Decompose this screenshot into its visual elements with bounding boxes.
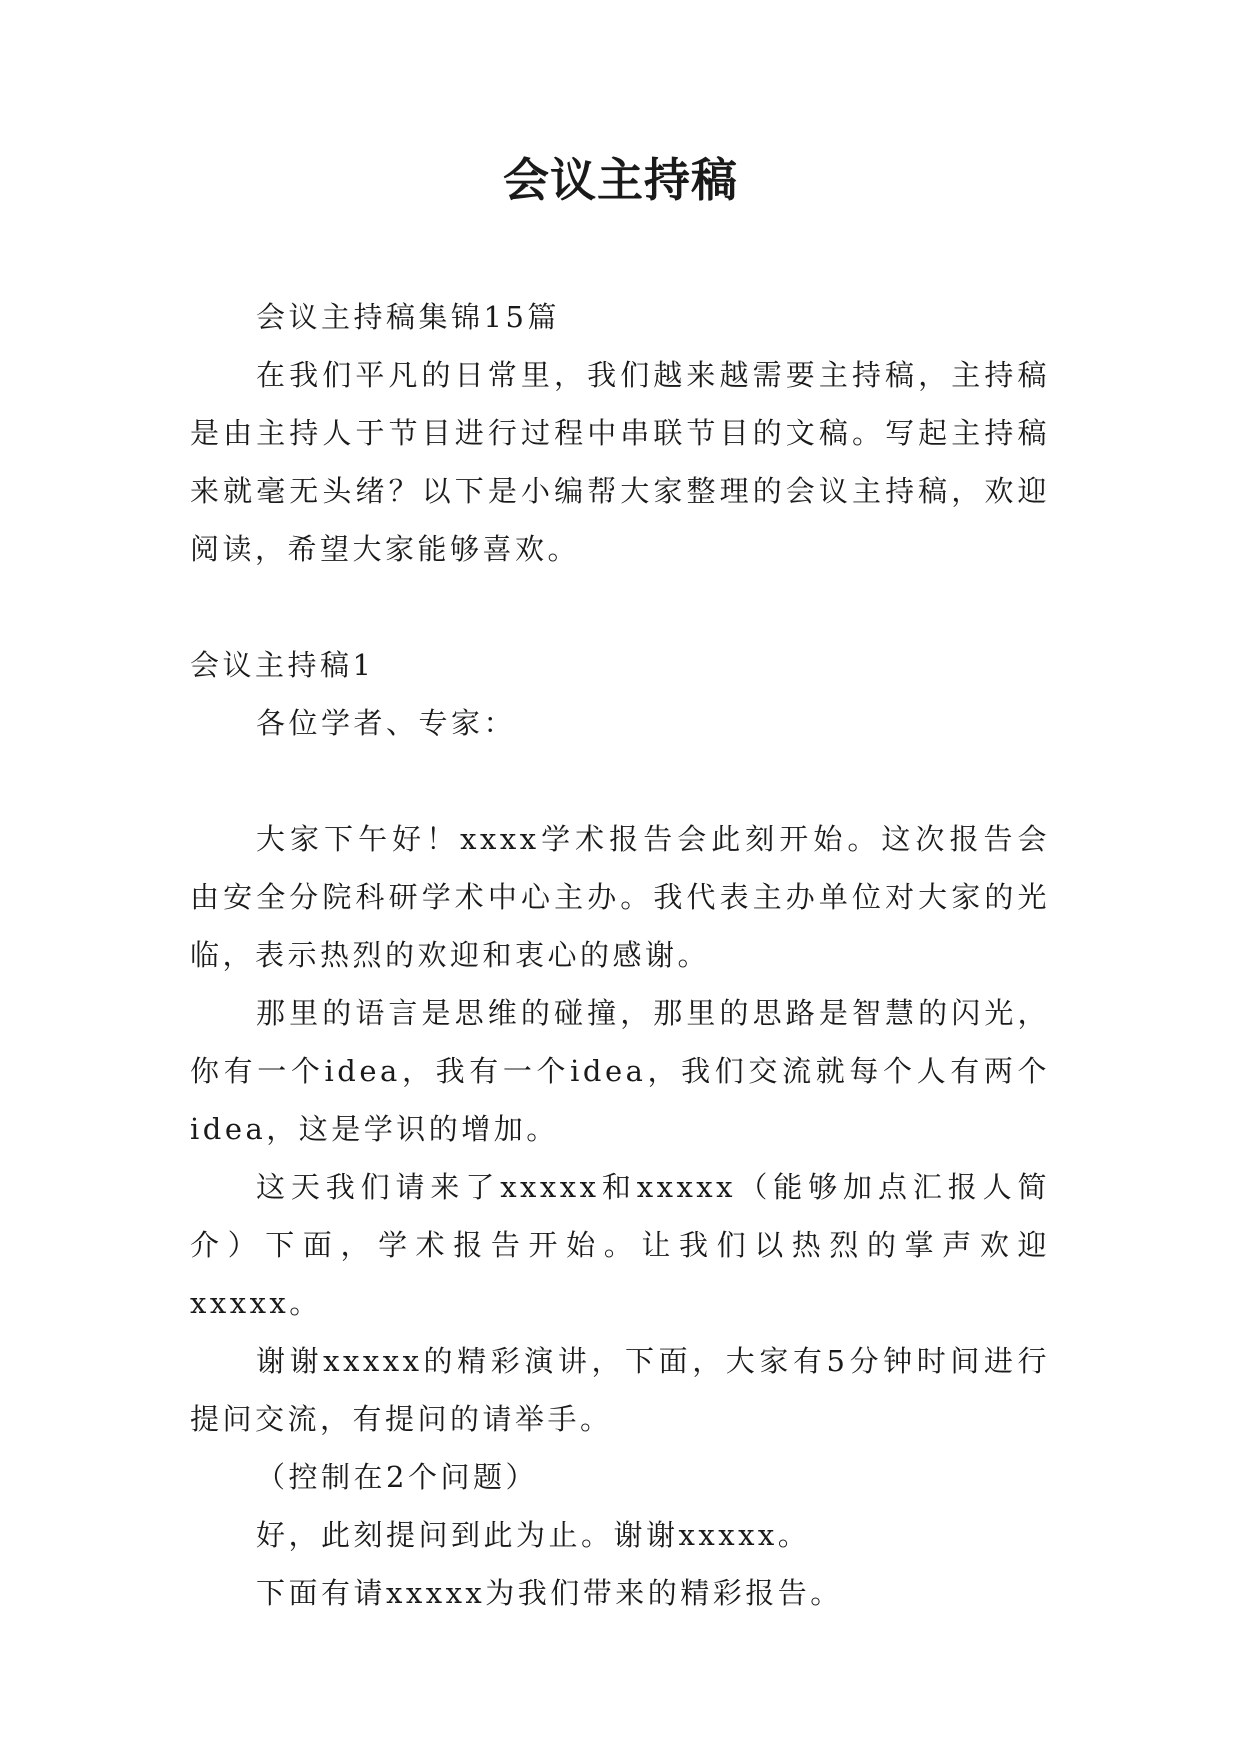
body-paragraph-4: 谢谢xxxxx的精彩演讲，下面，大家有5分钟时间进行提问交流，有提问的请举手。 bbox=[190, 1344, 1050, 1436]
section-heading: 会议主持稿1 bbox=[190, 648, 375, 682]
document-body bbox=[190, 288, 1050, 1622]
collection-title: 会议主持稿集锦15篇 bbox=[256, 300, 560, 334]
body-paragraph-7: 下面有请xxxxx为我们带来的精彩报告。 bbox=[256, 1576, 843, 1610]
salutation: 各位学者、专家： bbox=[256, 706, 517, 740]
document-title: 会议主持稿 bbox=[503, 153, 738, 207]
intro-paragraph: 在我们平凡的日常里，我们越来越需要主持稿，主持稿是由主持人于节目进行过程中串联节目的文稿。写起主持稿来就毫无头绪？以下是小编帮大家整理的会议主持稿，欢迎阅读，希望大家能够喜欢。 bbox=[190, 358, 1050, 566]
body-paragraph-2: 那里的语言是思维的碰撞，那里的思路是智慧的闪光，你有一个idea，我有一个idea，我们交流就每个人有两个idea，这是学识的增加。 bbox=[190, 996, 1050, 1146]
body-paragraph-6: 好，此刻提问到此为止。谢谢xxxxx。 bbox=[256, 1518, 811, 1552]
body-paragraph-1: 大家下午好！xxxx学术报告会此刻开始。这次报告会由安全分院科研学术中心主办。我代表主办单位对大家的光临，表示热烈的欢迎和衷心的感谢。 bbox=[190, 822, 1050, 972]
body-paragraph-3: 这天我们请来了xxxxx和xxxxx（能够加点汇报人简介）下面，学术报告开始。让我们以热烈的掌声欢迎xxxxx。 bbox=[190, 1170, 1050, 1320]
body-paragraph-5: （控制在2个问题） bbox=[256, 1460, 538, 1494]
